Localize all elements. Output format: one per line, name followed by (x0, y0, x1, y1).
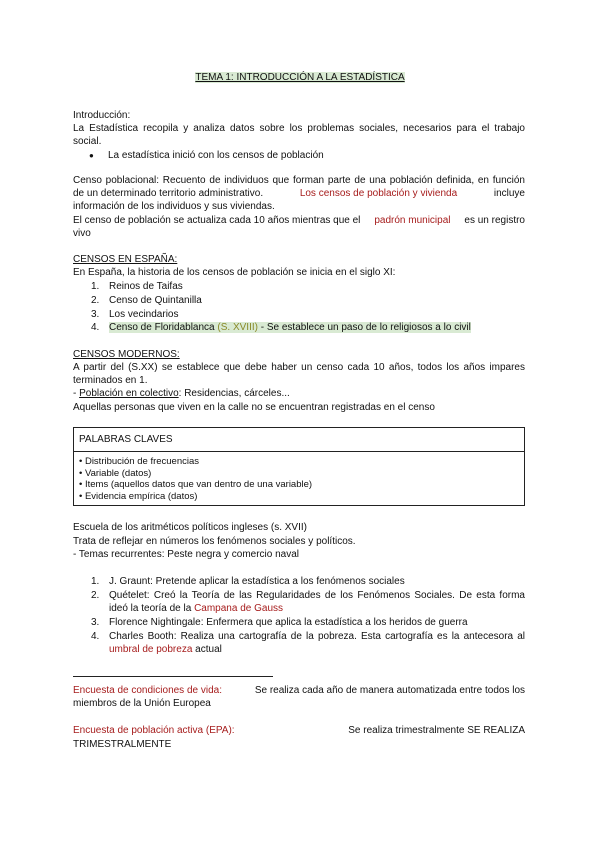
escuela-item-2 (91, 589, 525, 602)
espana-item-2-text: Censo de Quintanilla (109, 295, 202, 306)
intro-line-2: social. (73, 136, 102, 147)
intro-line-1: La Estadística recopila y analiza datos sobre los problemas sociales, necesarios para el trabajo (73, 123, 525, 134)
modernos-line-4: Aquellas personas que viven en la calle no se encuentran registradas en el censo (73, 402, 435, 413)
palabras-claves-box (73, 427, 525, 506)
padron-highlight: padrón municipal (374, 215, 451, 226)
espana-item-1-num: 1. (91, 281, 100, 292)
censo-line-2-b: incluye (493, 188, 525, 199)
intro-heading: Introducción: (73, 110, 131, 121)
censo-line-2-a: de un determinado territorio administrativo. (73, 188, 264, 199)
encuesta-1-text: Se realiza cada año de manera automatizada entre todos los (254, 685, 525, 696)
encuesta-2-line-2: TRIMESTRALMENTE (73, 739, 172, 750)
palabras-claves-heading: PALABRAS CLAVES (74, 428, 524, 452)
campana-gauss-highlight: Campana de Gauss (194, 603, 284, 614)
escuela-line-1: Trata de reflejar en números los fenómenos sociales y políticos. (73, 536, 356, 547)
escuela-item-4-line-2-b: actual (195, 644, 222, 655)
escuela-item-2-line-1: Quételet: Creó la Teoría de las Regularidades de los Fenómenos Sociales. De esta forma (109, 590, 525, 601)
palabra-item: • Variable (datos) (79, 467, 152, 479)
espana-item-1-text: Reinos de Taifas (109, 281, 183, 292)
escuela-item-1-num: 1. (91, 576, 100, 587)
encuesta-2-text: Se realiza trimestralmente SE REALIZA (348, 725, 525, 736)
escuela-item-2-line-2-a: ideó la teoría de la (109, 603, 192, 614)
intro-bullet: La estadística inició con los censos de población (108, 150, 324, 161)
espana-heading: CENSOS EN ESPAÑA: (73, 254, 178, 265)
escuela-item-3-text: Florence Nightingale: Enfermera que aplica la estadística a los heridos de guerra (109, 617, 468, 628)
escuela-item-1-text: J. Graunt: Pretende aplicar la estadística a los fenómenos sociales (109, 576, 405, 587)
escuela-item-1 (91, 575, 405, 588)
palabras-claves-list (74, 452, 524, 502)
umbral-pobreza-highlight: umbral de pobreza (109, 644, 193, 655)
espana-item-4 (91, 321, 471, 334)
bullet-icon: ● (89, 151, 94, 160)
page-title (0, 71, 600, 84)
espana-item-3-num: 3. (91, 309, 100, 320)
espana-item-1 (91, 280, 183, 293)
encuesta-condiciones-vida: Encuesta de condiciones de vida: (73, 685, 222, 696)
palabra-item: • Distribución de frecuencias (79, 456, 200, 467)
encuesta-2-line-1 (73, 724, 525, 737)
escuela-item-4-line-1: Charles Booth: Realiza una cartografía de la pobreza. Esta cartografía es la antecesora al (109, 631, 525, 642)
modernos-line-2: terminados en 1. (73, 375, 148, 386)
espana-item-3-text: Los vecindarios (109, 309, 179, 320)
espana-item-4-text: Censo de Floridablanca (109, 322, 215, 333)
poblacion-colectivo: Población en colectivo (79, 388, 179, 399)
footnote-divider (73, 676, 273, 677)
espana-item-2 (91, 294, 202, 307)
espana-item-4-num: 4. (91, 322, 100, 333)
escuela-item-3 (91, 616, 468, 629)
escuela-item-2-line-2 (109, 602, 283, 615)
espana-intro: En España, la historia de los censos de población se inicia en el siglo XI: (73, 267, 396, 278)
escuela-item-4 (91, 630, 525, 643)
espana-item-4-century: (S. XVIII) (217, 322, 258, 333)
escuela-line-2: - Temas recurrentes: Peste negra y comercio naval (73, 549, 300, 560)
espana-item-3 (91, 308, 178, 321)
censo-line-1: Censo poblacional: Recuento de individuos que forman parte de una población definida, en función (73, 175, 525, 186)
encuesta-1-line-1 (73, 684, 525, 697)
escuela-item-4-line-2 (109, 643, 222, 656)
censo-line-4-b: es un registro (464, 215, 525, 226)
modernos-line-3 (73, 387, 290, 400)
encuesta-poblacion-activa: Encuesta de población activa (EPA): (73, 725, 235, 736)
modernos-line-1: A partir del (S.XX) se establece que debe haber un censo cada 10 años, todos los años impares (73, 362, 525, 373)
espana-item-4-desc: - Se establece un paso de lo religiosos a lo civil (260, 322, 471, 333)
modernos-line-3-b: : Residencias, cárceles... (178, 388, 290, 399)
espana-item-2-num: 2. (91, 295, 100, 306)
page-title-text: TEMA 1: INTRODUCCIÓN A LA ESTADÍSTICA (195, 72, 405, 83)
palabra-item: • Evidencia empírica (datos) (79, 490, 198, 502)
censo-line-2 (73, 187, 525, 200)
censo-vivienda-highlight: Los censos de población y vivienda (299, 188, 458, 199)
censo-line-5: vivo (73, 228, 91, 239)
escuela-item-2-num: 2. (91, 590, 100, 601)
censo-line-4 (73, 214, 525, 227)
espana-item-4-highlight (109, 322, 471, 333)
censo-line-4-a: El censo de población se actualiza cada 10 años mientras que el (73, 215, 361, 226)
escuela-heading: Escuela de los aritméticos políticos ingleses (s. XVII) (73, 522, 307, 533)
modernos-heading: CENSOS MODERNOS: (73, 349, 180, 360)
escuela-item-3-num: 3. (91, 617, 100, 628)
palabra-item: • Items (aquellos datos que van dentro de una variable) (79, 479, 313, 490)
censo-line-3: información de los individuos y sus viviendas. (73, 201, 275, 212)
encuesta-1-line-2: miembros de la Unión Europea (73, 698, 211, 709)
escuela-item-4-num: 4. (91, 631, 100, 642)
modernos-dash: - (73, 388, 77, 399)
